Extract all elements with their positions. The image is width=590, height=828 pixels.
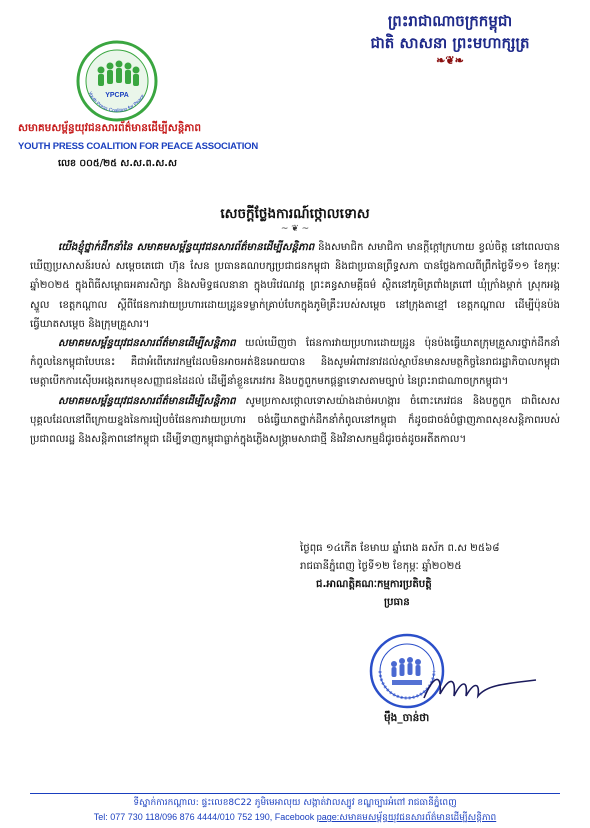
paragraph-3-text: សូមប្រកាសថ្កោលទោសយ៉ាងដាច់អហង្ការ ចំពោះភេរវជន និងបក្ខពួក ជាពិសេស បុគ្គលដែលនៅពីក្រោយខ្នងនៃការរៀបចំផែនការវាយប្រហារ ចង់ធ្វើឃាតថ្នាក់ដឹកនាំកំពូលនៅកម្ពុជា ក៏ដូចជាចង់បំផ្លាញភាពសុខសន្តិភាពរបស់ប្រជាពលរដ្ឋ និងសន្តិភាពនៅកម្ពុជា ដើម្បីទាញកម្ពុជាធ្លាក់ក្នុងភ្លើងសង្គ្រាមសាជាថ្មី និងវិនាសកម្មដ៏ជូរចត់ដូចអតីតកាល។ (30, 395, 560, 446)
signature-handwriting: Amm (480, 704, 483, 705)
solar-date: រាជធានីភ្នំពេញ ថ្ងៃទី១២ ខែកុម្ភៈ ឆ្នាំ២០២៥ (300, 561, 462, 572)
footer-phone: Tel: 077 730 118/096 876 4444/010 752 190, Facebook (93, 812, 317, 822)
document-body (30, 238, 560, 449)
signer-name: ម៉ឹង_ចាន់ថា (384, 712, 430, 724)
paragraph-2 (30, 334, 560, 392)
title-ornament: ~ ❦ ~ (280, 224, 310, 234)
handwritten-signature (420, 668, 540, 708)
kingdom-line-2: ជាតិ សាសនា ព្រះមហាក្សត្រ (370, 34, 530, 52)
organization-name-km: សមាគមសម្ព័ន្ធយុវជនសារព័ត៌មានដើម្បីសន្តិភាព (18, 122, 202, 134)
footer-address: ទីស្នាក់ការកណ្តាល: ផ្ទះលេខ8C22 ភូមិមេអាលុយ សង្កាត់វាលស្បូវ ខណ្ឌច្បារអំពៅ រាជធានីភ្នំពេញ (133, 798, 457, 808)
paragraph-2-text: យល់ឃើញថា ផែនការវាយប្រហារដោយដ្រូន ប៉ុនប៉ងធ្វើឃាតក្រុមគ្រួសារថ្នាក់ដឹកនាំកំពូលនៃកម្ពុជាបែបនេះ គឺជាអំពើភេរវកម្មដែលមិនអាចអត់ឱនអោយបាន និងសូមអំពាវនាវដល់ស្ថាប័នមានសមត្ថកិច្ចនៃរាជរដ្ឋាភិបាលកម្ពុជា មេត្តាបើកការស៊ើបអង្កេតរកមុខសញ្ញាជនដៃដល់ ដើម្បីនាំខ្លួនភេរវករ និងបក្ខពួកមកផ្តន្ទាទោសតាមច្បាប់ នៃព្រះរាជាណាចក្រកម្ពុជា។ (30, 338, 560, 388)
lunar-date: ថ្ងៃពុធ ១៤កើត ខែមាឃ ឆ្នាំរោង ឆស័ក ព.ស ២៥៦៨ (300, 543, 500, 554)
paragraph-1-text: និងសមាជិក សមាជិកា មានក្តីក្តៅក្រហាយ ខ្វល់ចិត្ត នៅពេលបានឃើញប្រសាសន៍របស់ សម្តេចតេជោ ហ៊ុន សែន ប្រធានគណបក្សប្រជាជនកម្ពុជា និងជាប្រធានព្រឹទ្ធសភា បានថ្លែងកាលពីព្រឹកថ្ងៃទី១១ ខែកុម្ភៈ ឆ្នាំ២០២៥ ក្នុងពិធីសម្ពោធអគារសិក្សា និងសមិទ្ធផលនានា ក្នុងបរិវេណវត្ត ព្រះគន្ធសាមគ្គីធម៌ ស្ថិតនៅភូមិត្រពាំងត្រពៅ ឃុំក្រាំងម្កាក់ ស្រុកអង្គស្នួល ខេត្តកណ្តាល ស្តីពីផែនការវាយប្រហារដោយដ្រូនទម្លាក់គ្រាប់បែកក្នុងភូមិគ្រឹះរបស់សម្តេច នៅក្រុងតាខ្មៅ ខេត្តកណ្តាល ដើម្បីប៉ុនប៉ងធ្វើឃាតសម្តេច និងក្រុមគ្រួសារ។ (30, 242, 560, 330)
paragraph-3 (30, 392, 560, 450)
paragraph-2-lead: សមាគមសម្ព័ន្ធយុវជនសារព័ត៌មានដើម្បីសន្តិភាព (58, 338, 236, 350)
logo-center-text: YPCPA (105, 92, 129, 99)
footer-contact (0, 812, 590, 825)
paragraph-3-lead: សមាគមសម្ព័ន្ធយុវជនសារព័ត៌មានដើម្បីសន្តិភាព (58, 395, 236, 407)
organization-name-en: YOUTH PRESS COALITION FOR PEACE ASSOCIATION (18, 141, 259, 152)
document-title: សេចក្តីថ្លែងការណ៍ថ្កោលទោស (220, 206, 370, 222)
kingdom-header (350, 10, 550, 68)
paragraph-1-lead: យើងខ្ញុំថ្នាក់ដឹកនាំនៃ សមាគមសម្ព័ន្ធយុវជនសារព័ត៌មានដើម្បីសន្តិភាព (58, 242, 315, 253)
paragraph-1 (30, 238, 560, 334)
committee-label: ជ.អាណត្តិគណៈកម្មការប្រតិបត្តិ (316, 579, 432, 590)
signature-block (300, 540, 570, 612)
organization-logo (76, 40, 158, 122)
kingdom-line-1: ព្រះរាជាណាចក្រកម្ពុជា (387, 12, 513, 30)
footer-divider (30, 793, 560, 794)
kingdom-ornament: ❧❦❧ (436, 54, 464, 67)
facebook-page-link[interactable]: page:សមាគមសម្ព័ន្ធយុវជនសារព័ត៌មានដើម្បីសន្តិភាព (316, 812, 497, 822)
role-label: ប្រធាន (384, 597, 410, 608)
logo-ring-text: Youth Press Coalition for Peace (86, 90, 147, 115)
reference-number: លេខ ០០៥/២៥ ស.ស.ព.ស.ស (58, 158, 177, 169)
